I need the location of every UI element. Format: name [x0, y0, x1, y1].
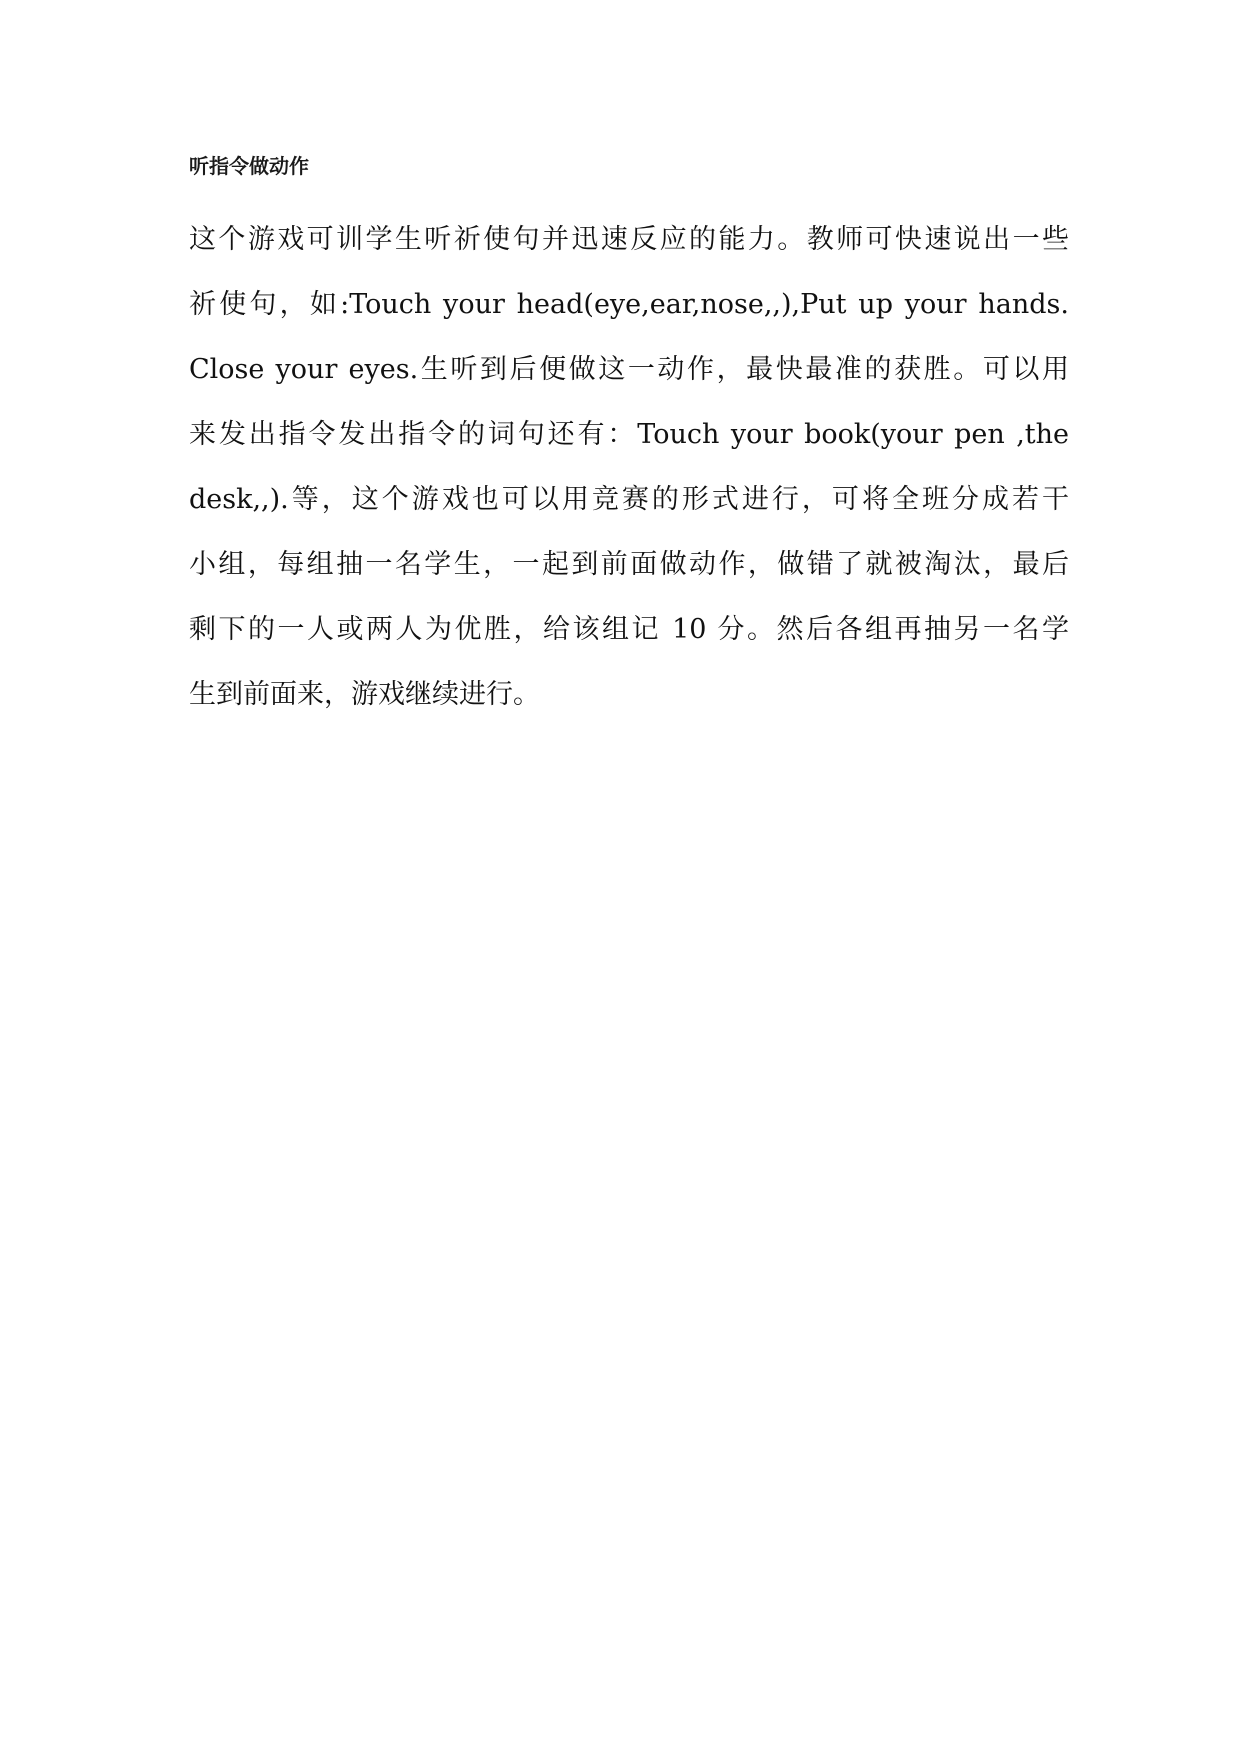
paragraph-line: 祈使句，如:Touch your head(eye,ear,nose,,),Put up your hands.: [189, 289, 1069, 320]
paragraph-line: desk,,).等，这个游戏也可以用竞赛的形式进行，可将全班分成若干: [189, 484, 1069, 515]
paragraph-line: 剩下的一人或两人为优胜，给该组记 10 分。然后各组再抽另一名学: [189, 614, 1069, 645]
paragraph-line: 这个游戏可训学生听祈使句并迅速反应的能力。教师可快速说出一些: [189, 224, 1069, 255]
paragraph-line: 小组，每组抽一名学生，一起到前面做动作，做错了就被淘汰，最后: [189, 549, 1069, 580]
paragraph-line: Close your eyes.生听到后便做这一动作，最快最准的获胜。可以用: [189, 354, 1069, 385]
document-title: 听指令做动作: [189, 154, 309, 178]
paragraph-line: 生到前面来，游戏继续进行。: [189, 679, 540, 710]
paragraph-line: 来发出指令发出指令的词句还有：Touch your book(your pen ,the: [189, 419, 1069, 450]
document-paragraph: [189, 215, 1069, 735]
